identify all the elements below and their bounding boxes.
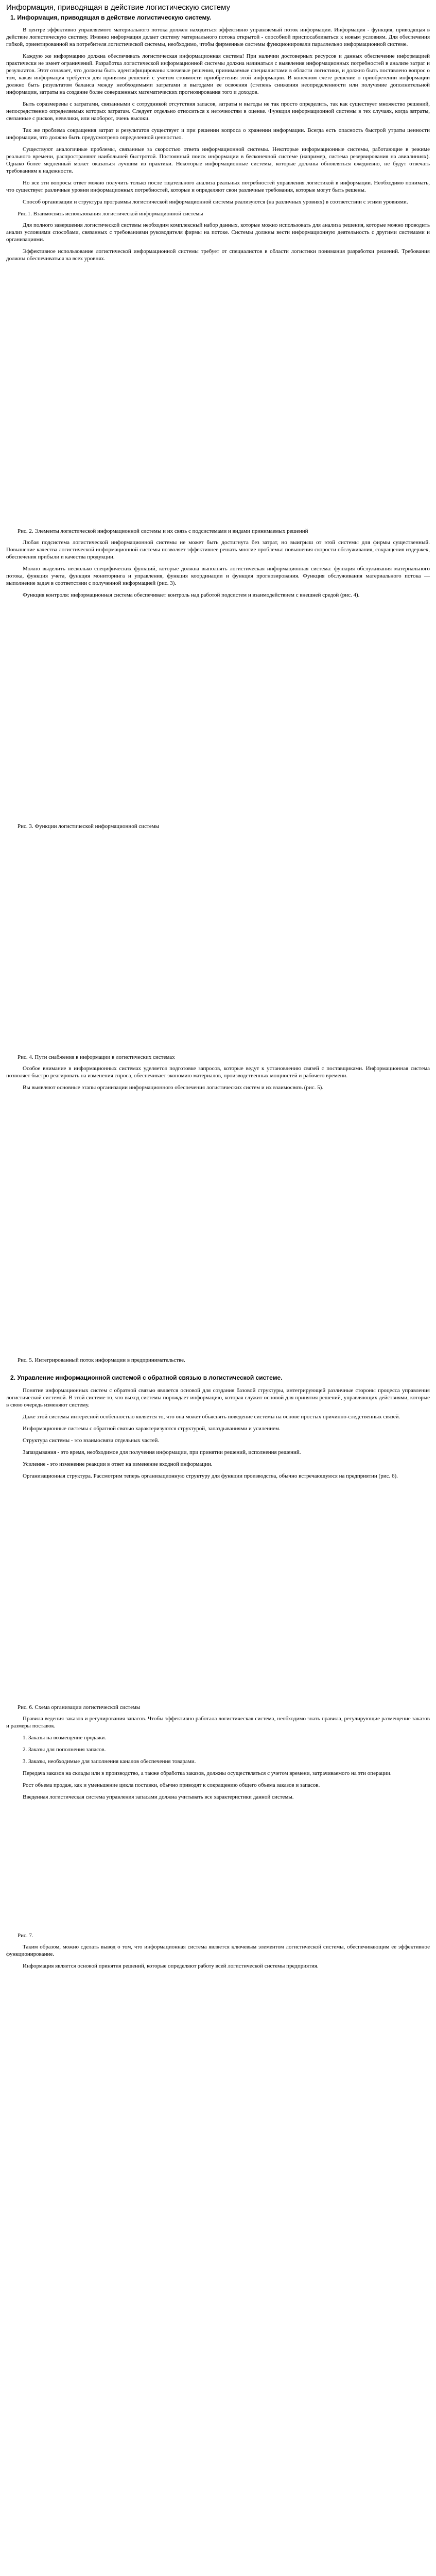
paragraph: Эффективное использование логистической информационной системы требует от специалистов в области логистики понимания разработки решений. Требования должны обеспечиваться на всех уровнях.	[6, 248, 430, 262]
paragraph: Правила ведения заказов и регулирования запасов. Чтобы эффективно работала логистическая система, необходимо знать правила, регулирующие размещение заказов и размеры поставок.	[6, 1716, 430, 1729]
figure-4-image-area	[37, 839, 399, 1045]
figure-4-placeholder	[6, 834, 430, 1050]
figure-2-caption: Рис. 2. Элементы логистической информационной системы и их связь с подсистемами и видами принимаемых решений	[18, 528, 308, 534]
paragraph: Способ организации и структура программы логистической информационной системы реализуются (на различных уровнях) в соответствии с этими уровнями.	[23, 199, 408, 205]
figure-3-placeholder	[6, 603, 430, 820]
paragraph: В центре эффективно управляемого материального потока должен находиться эффективно управляемый поток информации. Информация - функция, приводящая в действие логистическую систему. Именно информация делает систему материального потока открытой - способной приспосабливаться к новым условиям. Для обеспечения гибкой, ориентированной на потребителя логистической системы, необходимо, чтобы фирменные системы функционировали параллельно информационной системе.	[6, 27, 430, 47]
document-title: Информация, приводящая в действие логистическую систему	[6, 3, 231, 12]
paragraph: Для полного завершения логистической системы необходим комплексный набор данных, которые можно использовать для анализа решения, которые можно проводить анализ условиями способами, связанных с требованиями руководителя фирмы на потоке. Системы должны вести информационную деятельность с другими системами и организациями.	[6, 222, 430, 243]
paragraph: Информационные системы с обратной связью характеризуются структурой, запаздываниями и усилением.	[23, 1426, 281, 1432]
figure-5-placeholder	[6, 1096, 430, 1353]
figure-7-placeholder	[6, 1805, 430, 1929]
paragraph: 3. Заказы, необходимые для заполнения каналов обеспечения товарами.	[23, 1758, 196, 1765]
paragraph: Любая подсистема логистической информационной системы не может быть достигнута без затрат, но выигрыш от этой системы для фирмы существенный. Повышение качества логистической информационной системы позволяет эффективнее решать многие проблемы: повышения скорости обслуживания, сокращения издержек, обеспечения прибыли и качества продукции.	[6, 539, 430, 560]
section-1-body	[6, 26, 430, 1364]
figure-6-placeholder	[6, 1484, 430, 1701]
paragraph: Быть соразмерены с затратами, связанными с сотрудникой отсутствия запасов, затраты и выгоды не так просто определить, так как существует множество решений, непосредственно определяемых которых затратам. Следует отдельно относиться к неточностям в оценке. Функция информационной системы в тех случаях, когда затраты, связанные с рисков, невелики, или наоборот, очень высоки.	[6, 101, 430, 122]
paragraph: Даже этой системы интересной особенностью является то, что она может объяснять поведение системы на основе простых причинно-следственных связей.	[23, 1414, 400, 1420]
section-2-heading: 2. Управление информационной системой с обратной связью в логистической системе.	[10, 1374, 283, 1381]
figure-5-image-area	[37, 1101, 399, 1348]
paragraph: Но все эти вопросы ответ можно получить только после тщательного анализа реальных потребностей управления логистикой в информации. Необходимо понимать, что существует различные уровни информационных потребностей, которые и определяют свои различные требования, которые могут быть решены.	[6, 180, 430, 193]
paragraph: Каждую же информацию должна обеспечивать логистическая информационная система! При наличии достоверных ресурсов и данных обеспечение информацией практически не имеет ограничений. Разработка логистической информационной системы должна начинаться с выявления информационных потребностей в анализе затрат и результатов. Этот означает, что должны быть идентифицированы ключевые решения, принимаемые специалистами в области логистики, и должно быть поставлено вопрос о том, какая информация требуется для принятия решений с учетом стоимости приобретения этой информации. В конечном счете решение о приобретении информации должно быть результатом баланса между необходимыми затратами и выгодами ее освоения (степень снижения неопределенности или получение дополнительной информации, затраты на создание более совершенных математических прогнозирования того и доходов.	[6, 53, 430, 95]
paragraph: Рост объема продаж, как и уменьшение цикла поставки, обычно приводят к сокращению общего объема заказов и запасов.	[23, 1782, 320, 1788]
section-1-heading: 1. Информация, приводящая в действие логистическую систему.	[10, 14, 212, 21]
figure-7-image-area	[37, 1810, 399, 1924]
figure-3-image-area	[37, 608, 399, 815]
paragraph: 2. Заказы для пополнения запасов.	[23, 1747, 106, 1753]
paragraph: Таким образом, можно сделать вывод о том, что информационная система является ключевым элементом логистической системы, обеспечивающим ее эффективное функционирование.	[6, 1944, 430, 1957]
paragraph: Вы выявляют основные этапы организации информационного обеспечения логистических систем и их взаимосвязь (рис. 5).	[23, 1084, 324, 1091]
figure-3-caption: Рис. 3. Функции логистической информационной системы	[18, 823, 160, 829]
figure-2-image-area	[37, 272, 399, 519]
paragraph: 1. Заказы на возмещение продажи.	[23, 1735, 107, 1741]
figure-7-caption: Рис. 7.	[18, 1933, 33, 1939]
paragraph: Особое внимание в информационных системах уделяется подготовке запросов, которые ведут к установлению связей с поставщиками. Информационная система позволяет быстро реагировать на изменения спроса, обеспечивает экономию материалов, производственных мощностей и рабочего времени.	[6, 1065, 430, 1079]
figure-5-caption: Рис. 5. Интегрированный поток информации в предпринимательстве.	[18, 1357, 185, 1363]
figure-1-caption: Рис.1. Взаимосвязь использования логистической информационной системы	[18, 211, 203, 217]
paragraph: Введенная логистическая система управления запасами должна учитывать все характеристики данной системы.	[23, 1794, 294, 1800]
paragraph: Организационная структура. Рассмотрим теперь организационную структуру для функции производства, обычно встречающуюся на предприятии (рис. 6).	[23, 1473, 398, 1479]
paragraph: Информация является основой принятия решений, которые определяют работу всей логистической системы предприятия.	[23, 1963, 319, 1969]
paragraph: Существуют аналогичные проблемы, связанные за скоростью ответа информационной системы. Некоторые информационные системы, работающие в режиме реального времени, распространяют наибольшей быстротой. Постоянный поиск информации в бесконечной системе (например, система резервирования на авиалиниях). Однако более медленный может оказаться лучшим из практики. Некоторые информационные системы, которые должны обновляться ежедневно, не будут отвечать требованиям к надежности.	[6, 146, 430, 174]
paragraph: Передача заказов на склады или в производство, а также обработка заказов, должны осуществляться с учетом времени, затрачиваемого на эти операции.	[23, 1770, 392, 1776]
paragraph: Можно выделить несколько специфических функций, которые должна выполнять логистическая информационная система: функция обслуживания материального потока, функция учета, функция мониторинга и управления, функция координации и функция прогнозирования. Функция обслуживания материального потока — выполнение задач в соответствии с полученной информацией (рис. 3).	[6, 566, 430, 586]
paragraph: Так же проблема сокращения затрат и результатов существует и при решении вопроса о хранении информации. Всегда есть опасность быстрой утраты ценности информации, что должно быть предусмотрено определенной ценностью.	[6, 127, 430, 141]
paragraph: Структура системы - это взаимосвязи отдельных частей.	[23, 1437, 160, 1444]
paragraph: Усиление - это изменение реакции в ответ на изменение входной информации.	[23, 1461, 213, 1467]
section-2-body	[6, 1387, 430, 1970]
paragraph: Запаздывания - это время, необходимое для получения информации, при принятии решений, исполнения решений.	[23, 1449, 301, 1455]
figure-4-caption: Рис. 4. Пути снабжения в информации в логистических системах	[18, 1054, 175, 1060]
figure-2-placeholder	[6, 267, 430, 524]
figure-6-image-area	[37, 1489, 399, 1696]
paragraph: Функция контроля: информационная система обеспечивает контроль над работой подсистем и взаимодействием с внешней средой (рис. 4).	[23, 592, 360, 598]
figure-6-caption: Рис. 6. Схема организации логистической системы	[18, 1704, 141, 1710]
paragraph: Понятие информационных систем с обратной связью является основой для создания базовой структуры, интегрирующей различные стороны процесса управления логистической системой. В этой системе то, что выход системы порождает информацию, которая служит основой для принятия решений, управляющих действиями, которые в свою очередь изменяют систему.	[6, 1387, 430, 1408]
